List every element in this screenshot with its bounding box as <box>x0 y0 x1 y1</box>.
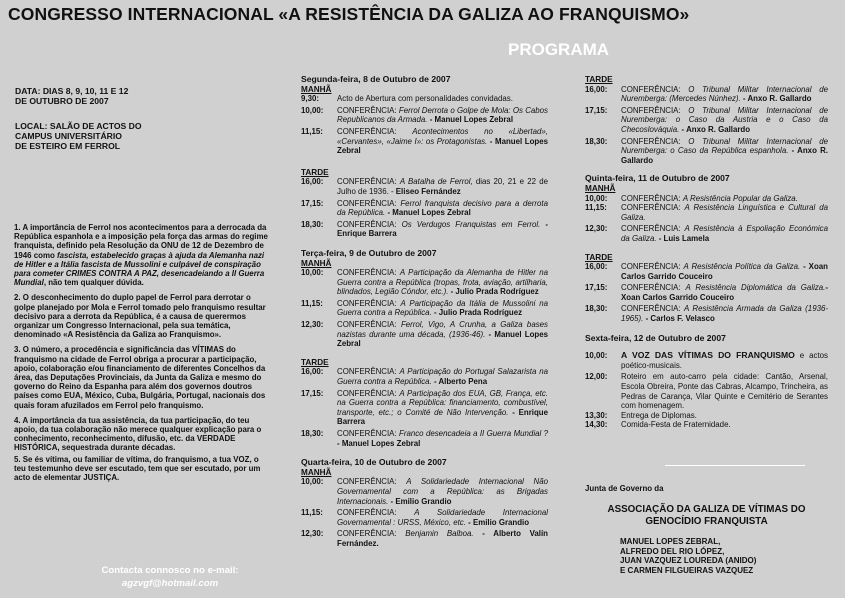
day-friday: Sexta-feira, 12 de Outubro de 2007 <box>585 332 726 343</box>
event: 12,30: CONFERÊNCIA: Benjamin Balboa. - Alberto Valín Fernández. <box>301 529 548 548</box>
signatories <box>620 537 835 575</box>
divider-line <box>665 465 805 466</box>
programa-heading: PROGRAMA <box>508 40 610 59</box>
section-tarde: TARDE <box>585 252 613 262</box>
point-5: 5. Se és vítima, ou familiar de vítima, do franquismo, a tua VOZ, o teu testemunho deve ser escutado, tem que ser escutado, por um acto de elementar JUSTIÇA. <box>14 454 261 483</box>
event: 17,15: CONFERÊNCIA: O Tribunal Militar Internacional de Nuremberga: o Caso da Austria e o Caso da Checoslováquia. - Anxo R. Gallardo <box>585 105 828 134</box>
event: 18,30: CONFERÊNCIA: O Tribunal Militar Internacional de Nuremberga: o Caso da República espanhola. - Anxo R. Gallardo <box>585 136 828 165</box>
date-line-1: DATA: DIAS 8, 9, 10, 11 E 12 <box>15 86 129 96</box>
local-line-1: LOCAL: SALÃO DE ACTOS DO <box>15 121 142 131</box>
event: 13,30: Entrega de Diplomas. <box>585 410 697 420</box>
section-tarde: TARDE <box>585 75 613 84</box>
event: 11,15: CONFERÊNCIA: A Resistência Linguística e Cultural da Galiza. <box>585 203 828 222</box>
event: 16,00: CONFERÊNCIA: O Tribunal Militar Internacional de Nuremberga: (Mercedes Núnhez). - Anxo R. Gallardo <box>585 84 828 104</box>
section-manha: MANHÃ <box>301 84 332 94</box>
event: 16,00: CONFERÊNCIA: A Resistência Política da Galiza. - Xoan Carlos Garrido Couceiro <box>585 262 828 281</box>
junta-label: Junta de Governo da <box>585 484 664 493</box>
event: 10,00: CONFERÊNCIA: Ferrol Derrota o Golpe de Mola: Os Cabos Republicanos da Armada. - Manuel Lopes Zebral <box>301 105 548 125</box>
date-line-2: DE OUTUBRO DE 2007 <box>15 96 109 106</box>
contact-label: Contacta connosco no e-mail: <box>101 565 239 576</box>
event: 17,15: CONFERÊNCIA: A Participação dos EUA, GB, França, etc. na Guerra contra a República: financiamento, combustível, transporte, etc.; o Comité de Não Intervenção. - Enrique Barrera <box>301 388 548 427</box>
section-manha: MANHÃ <box>301 467 332 477</box>
page-title: CONGRESSO INTERNACIONAL «A RESISTÊNCIA DA GALIZA AO FRANQUISMO» <box>8 4 690 24</box>
event: 9,30: Acto de Abertura com personalidades convidadas. <box>301 94 513 104</box>
event: 11,15: CONFERÊNCIA: A Participação da Itália de Mussolini na Guerra contra a República. - Julio Prada Rodríguez <box>301 298 548 318</box>
local-line-2: CAMPUS UNIVERSITÁRIO <box>15 131 122 141</box>
right-column <box>585 75 828 430</box>
signatory-name: E CARMEN FILGUEIRAS VAZQUEZ <box>620 565 754 575</box>
local-line-3: DE ESTEIRO EM FERROL <box>15 141 121 151</box>
section-manha: MANHÃ <box>585 183 616 193</box>
point-4: 4. A importância da tua assistência, da tua participação, do teu apoio, da tua colaboração não merece qualquer explicação para o conhecimento, reconhecimento, difusão, etc. da VERDADE HISTÓRICA, sequestrada durante décadas. <box>14 415 262 453</box>
section-tarde: TARDE <box>301 357 329 367</box>
day-tuesday: Terça-feira, 9 de Outubro de 2007 <box>301 247 437 258</box>
signatory-name: MANUEL LOPES ZEBRAL, <box>620 537 721 546</box>
event: 10,00: CONFERÊNCIA: A Resistência Popular da Galiza. <box>585 193 798 203</box>
day-monday: Segunda-feira, 8 de Outubro de 2007 <box>301 74 451 84</box>
signature-block <box>585 484 835 575</box>
event: 16,00: CONFERÊNCIA: A Batalha de Ferrol, dias 20, 21 e 22 de Julho de 1936. - Eliseo Fernández <box>301 177 548 196</box>
contact-email[interactable]: agzvgf@hotmail.com <box>121 578 219 589</box>
event: 17,15: CONFERÊNCIA: A Resistência Diplomática da Galiza.- Xoan Carlos Garrido Couceiro <box>585 283 828 302</box>
section-tarde: TARDE <box>301 167 329 177</box>
event: 17,15: CONFERÊNCIA: Ferrol franquista decisivo para a derrota da República. - Manuel Lopes Zebral <box>301 198 548 218</box>
event: 12,30: CONFERÊNCIA: A Resistência à Espoliação Económica da Galiza. - Luis Lamela <box>585 224 828 243</box>
signatory-name: JUAN VAZQUEZ LOUREDA (ANIDO) <box>620 556 757 566</box>
event: 16,00: CONFERÊNCIA: A Participação do Portugal Salazarista na Guerra contra a República. - Alberto Pena <box>301 367 548 387</box>
event: 11,15: CONFERÊNCIA: Acontecimentos no «Libertad», «Cervantes», «Jaime I»: os Protagonistas. - Manuel Lopes Zebral <box>301 126 549 156</box>
event: 10,00: A VOZ DAS VÍTIMAS DO FRANQUISMO e actos poético-musicais. <box>585 350 828 370</box>
middle-column <box>301 75 548 551</box>
event: 18,30: CONFERÊNCIA: Os Verdugos Franquistas em Ferrol. - Enrique Barrera <box>301 219 548 239</box>
event: 11,15: CONFERÊNCIA: A Solidariedade Internacional Governamental : URSS, México, etc. - Emilio Grandio <box>301 508 548 527</box>
left-text-block <box>14 223 271 488</box>
contact-block <box>60 564 280 590</box>
point-2: 2. O desconhecimento do duplo papel de Ferrol para derrotar o golpe planejado por Mola e Ferrol tomado pelo franquismo resultar decisivo para a derrota da República, é a causa de querermos organizar um Congresso Internacional, pela sua temática, denominado «A Resistência da Galiza ao Franquismo». <box>14 293 266 340</box>
event: 14,30: Comida-Festa de Fraternidade. <box>585 420 731 430</box>
point-1: 1. A importância de Ferrol nos acontecimentos para a derrocada da República espanhola e a imposição pela força das armas do regime franquista, definido pela Resolução da ONU de 12 de Dezembro de 1946 como fascista, estabelecido graças à ajuda da Alemanha nazi de Hitler e a Itália fascista de Mussolini e culpável de conspiração para cometer CRIMES CONTRA A PAZ, desencadeiando a II Guerra Mundial, não tem qualquer dúvida. <box>14 223 268 288</box>
event: 12,30: CONFERÊNCIA: Ferrol, Vigo, A Crunha, a Galiza bases nazistas durante uma década, (1936-46). - Manuel Lopes Zebral <box>301 320 549 349</box>
point-3: 3. O número, a procedência e significância das VÍTIMAS do franquismo na cidade de Ferrol obriga a procurar a participação, apoio, colaboração e/ou financiamento de diferentes Concelhos da área, das Deputações Provinciais, da Junta da Galiza e mesmo do governo do Reino da Espanha para além dos governos doutros países como EUA, México, Cuba, Bulgária, Portugal, nacionais dos quais foram afuzilados em Ferrol pelo franquismo. <box>14 345 266 410</box>
event: 12,00: Roteiro em auto-carro pela cidade: Cantão, Arsenal, Escola Obreira, Ponte das Cabras, Alcampo, Trincheira, as Pedras de Carança, Vilar Quinte e Cemitério de Serantes com homenagem. <box>585 372 828 411</box>
left-column <box>15 86 270 151</box>
day-thursday: Quinta-feira, 11 de Outubro de 2007 <box>585 173 730 184</box>
event: 18,30: CONFERÊNCIA: Franco desencadeia a II Guerra Mundial ? - Manuel Lopes Zebral <box>301 429 548 448</box>
event: 10,00: CONFERÊNCIA: A Solidariedade Internacional Não Governamental com a República: as Brigadas Internacionais. - Emilio Grandio <box>301 477 548 506</box>
association-name: ASSOCIAÇÃO DA GALIZA DE VÍTIMAS DO GENOCÍDIO FRANQUISTA <box>607 504 806 527</box>
signatory-name: ALFREDO DEL RIO LÓPEZ, <box>620 546 725 556</box>
event: 10,00: CONFERÊNCIA: A Participação da Alemanha de Hitler na Guerra contra a República (tropas, frota, aviação, artilharia, blindados, Legião Cóndor, etc.). - Julio Prada Rodríguez <box>301 268 548 297</box>
section-manha: MANHÃ <box>301 258 332 268</box>
day-wednesday: Quarta-feira, 10 de Outubro de 2007 <box>301 457 447 468</box>
event: 18,30: CONFERÊNCIA: A Resistência Armada da Galiza (1936-1965). - Carlos F. Velasco <box>585 304 828 324</box>
